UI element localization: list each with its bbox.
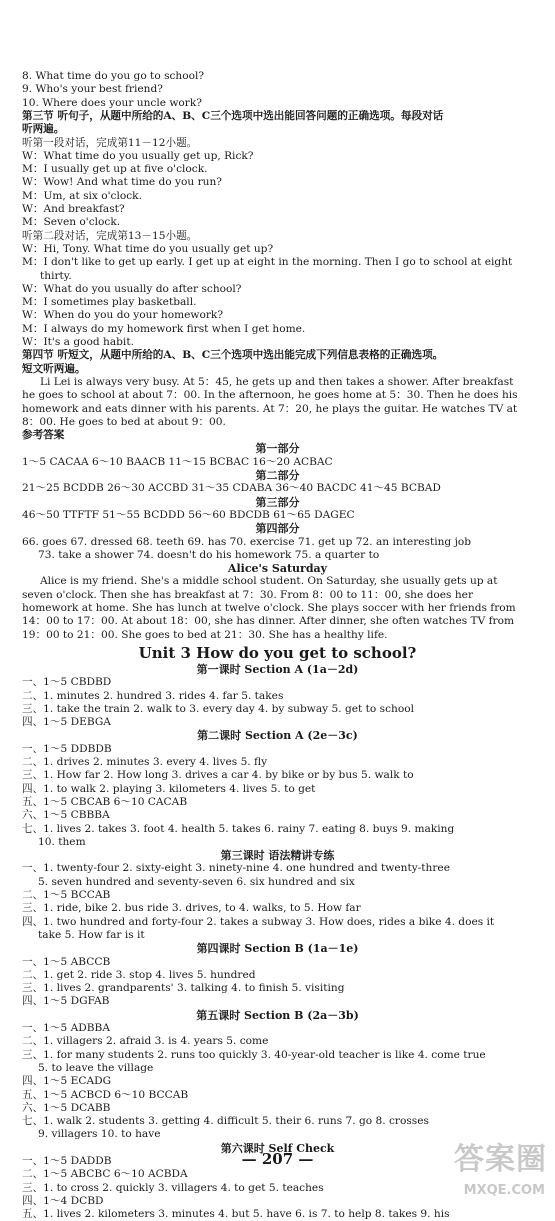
text-line: 二、1～5 ABCBC 6～10 ACBDA [22,1168,188,1181]
text-line: 第四节 听短文，从题中所给的A、B、C三个选项中选出能完成下列信息表格的正确选项。 [22,349,444,362]
text-line: thirty. [40,269,72,282]
text-line: 46～50 TTFTF 51～55 BCDDD 56～60 BDCDB 61～65 DAGEC [22,508,355,521]
text-line: W：It's a good habit. [22,336,134,348]
text-line: 短文听两遍。 [22,362,86,375]
text-line: 10. them [38,835,86,848]
text-line: M：Seven o'clock. [22,216,121,229]
text-line: 三、1. to cross 2. quickly 3. villagers 4. to get 5. teaches [22,1181,324,1194]
text-line: M：I don't like to get up early. I get up at eight in the morning. Then I go to school at eight [22,256,513,269]
section-heading: 第二课时 Section A (2e－3c) [197,729,358,743]
text-line: 三、1. How far 2. How long 3. drives a car 4. by bike or by bus 5. walk to [22,769,414,782]
text-line: 一、1～5 ADBBA [22,1022,110,1034]
section-heading: 第三课时 语法精讲专练 [220,849,335,863]
text-line: 8：00. He goes to bed at about 9：00. [22,415,226,428]
text-line: 二、1. get 2. ride 3. stop 4. lives 5. hundred [22,968,256,981]
text-line: 21～25 BCDDB 26～30 ACCBD 31～35 CDABA 36～40 BACDC 41～45 BCBAD [22,482,441,495]
text-line: W：And breakfast? [22,203,125,215]
text-line: 听第二段对话，完成第13－15小题。 [22,229,198,242]
text-line: 四、1～5 DGFAB [22,995,110,1008]
text-line: 五、1. lives 2. kilometers 3. minutes 4. but 5. have 6. is 7. to help 8. takes 9. his [22,1208,450,1221]
text-line: 66. goes 67. dressed 68. teeth 69. has 70. exercise 71. get up 72. an interesting job [22,535,472,548]
text-line: 三、1. lives 2. grandparents' 3. talking 4. to finish 5. visiting [22,982,345,995]
text-line: 1～5 CACAA 6～10 BAACB 11～15 BCBAC 16～20 ACBAC [22,455,333,468]
section-heading: 第一部分 [255,442,300,456]
text-line: 四、1. two hundred and forty-four 2. takes a subway 3. How does, rides a bike 4. does it [22,915,495,928]
text-line: 一、1～5 CBDBD [22,676,112,689]
text-line: take 5. How far is it [38,928,145,941]
text-line: M：I usually get up at five o'clock. [22,163,208,176]
text-line: 73. take a shower 74. doesn't do his homework 75. a quarter to [38,548,380,561]
text-line: Li Lei is always very busy. At 5：45, he gets up and then takes a shower. After breakfast [40,375,514,388]
text-line: 三、1. take the train 2. walk to 3. every day 4. by subway 5. get to school [22,702,414,715]
text-line: 四、1. to walk 2. playing 3. kilometers 4. lives 5. to get [22,782,316,795]
text-line: W：What time do you usually get up, Rick? [22,149,254,162]
text-line: 10. Where does your uncle work? [22,96,202,109]
text-line: 三、1. ride, bike 2. bus ride 3. drives, to 4. walks, to 5. How far [22,902,361,915]
text-line: 参考答案 [22,429,65,442]
section-heading: 第二部分 [255,469,300,482]
text-line: M：I always do my homework first when I get home. [22,322,306,335]
text-line: M：Um, at six o'clock. [22,189,142,202]
section-heading: 第六课时 Self Check [220,1141,335,1155]
text-line: 四、1～5 DEBGA [22,716,111,729]
watermark-url: MXQE.COM [463,1183,545,1198]
text-line: 七、1. walk 2. students 3. getting 4. difficult 5. their 6. runs 7. go 8. crosses [22,1115,429,1128]
text-line: 五、1～5 CBCAB 6～10 CACAB [22,795,188,808]
text-line: 七、1. lives 2. takes 3. foot 4. health 5. takes 6. rainy 7. eating 8. buys 9. making [22,822,455,835]
text-line: W：Wow! And what time do you run? [22,176,222,189]
text-line: 二、1. drives 2. minutes 3. every 4. lives 5. fly [22,756,268,768]
text-line: 5. seven hundred and seventy-seven 6. six hundred and six [38,875,355,888]
text-line: 六、1～5 CBBBA [22,809,110,822]
text-line: 听第一段对话，完成第11－12小题。 [22,136,198,149]
text-line: 三、1. for many students 2. runs too quickly 3. 40-year-old teacher is like 4. come true [22,1048,486,1061]
text-line: 14：00 to 17：00. At about 18：00, she has dinner. After dinner, she often watches TV from [22,615,515,628]
text-line: W：What do you usually do after school? [22,282,242,295]
text-line: 听两遍。 [22,123,65,136]
text-line: 一、1～5 DDBDB [22,742,112,755]
section-heading: Unit 3 How do you get to school? [138,643,417,662]
text-line: he goes to school at about 7：00. In the afternoon, he goes home at 5：30. Then he does his [22,389,518,402]
text-line: 一、1～5 ABCCB [22,955,111,968]
text-line: 二、1. minutes 2. hundred 3. rides 4. far 5. takes [22,689,284,702]
text-line: Alice is my friend. She's a middle school student. On Saturday, she usually gets up at [40,575,498,588]
text-line: seven o'clock. Then she has breakfast at 7：30. From 8：00 to 11：00, she does her [22,588,474,601]
text-line: 8. What time do you go to school? [22,70,205,82]
text-line: 二、1. villagers 2. afraid 3. is 4. years 5. come [22,1035,269,1048]
text-line: 19：00 to 21：00. She goes to bed at 21：30. She has a healthy life. [22,628,388,641]
text-line: W：Hi, Tony. What time do you usually get up? [22,242,274,255]
text-line: 一、1. twenty-four 2. sixty-eight 3. ninety-nine 4. one hundred and twenty-three [22,862,450,875]
text-line: 五、1～5 ACBCD 6～10 BCCAB [22,1088,189,1101]
section-heading: 第三部分 [255,495,300,509]
text-line: 四、1～4 DCBD [22,1194,104,1207]
watermark-logo: 答案圈 [454,1142,547,1177]
text-line: W：When do you do your homework? [22,309,224,322]
text-line: homework at home. She has lunch at twelve o'clock. She plays soccer with her friends from [22,602,516,614]
page-number: — 207 — [241,1150,314,1168]
section-heading: 第一课时 Section A (1a－2d) [196,662,359,676]
section-heading: 第四课时 Section B (1a－1e) [196,942,359,956]
text-line: M：I sometimes play basketball. [22,296,197,309]
text-line: 一、1～5 DADDB [22,1155,112,1167]
text-line: 9. Who's your best friend? [22,83,163,96]
text-line: homework and eats dinner with his parents. At 7：20, he plays the guitar. He watches TV at [22,402,518,415]
section-heading: Alice's Saturday [227,562,328,576]
text-line: 第三节 听句子，从题中所给的A、B、C三个选项中选出能回答问题的正确选项。每段对话 [22,109,444,122]
text-line: 四、1～5 ECADG [22,1075,112,1088]
text-line: 9. villagers 10. to have [38,1128,161,1141]
section-heading: 第五课时 Section B (2a－3b) [196,1008,359,1022]
text-line: 二、1～5 BCCAB [22,889,111,901]
text-line: 六、1～5 DCABB [22,1101,111,1114]
text-line: 5. to leave the village [38,1061,154,1074]
section-heading: 第四部分 [255,522,300,536]
